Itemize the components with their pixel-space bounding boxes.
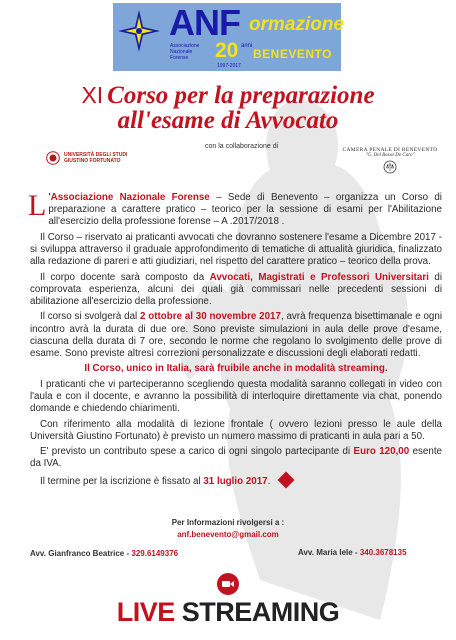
compass-star-icon xyxy=(117,9,161,53)
contact-email[interactable]: anf.benevento@gmail.com xyxy=(177,530,279,539)
logo-benevento: BENEVENTO xyxy=(253,47,332,61)
camera-penale-emblem-icon xyxy=(383,160,397,174)
video-camera-icon xyxy=(217,573,239,595)
course-title-line2: all'esame di Avvocato xyxy=(117,107,339,134)
contact-beatrice: Avv. Gianfranco Beatrice - 329.6149376 xyxy=(30,549,179,558)
university-name-line1: UNIVERSITÀ DEGLI STUDI xyxy=(64,152,128,158)
announcement-body xyxy=(28,189,443,491)
drop-cap: L xyxy=(28,189,47,222)
info-title: Per Informazioni rivolgersi a : xyxy=(171,518,285,527)
logo-years: 1997-2017 xyxy=(217,63,241,69)
paragraph-course-scope: Il Corso – riservato ai praticanti avvocati che dovranno sostenere l'esame a Dicembre 2017 - si sviluppa attraverso il graduale approfondimento di tematiche di attualità giuridica, finalizzato alla redazione di pareri e atti giudiziari, nel rispetto del carattere pratico – teorico della prova. xyxy=(30,231,442,268)
red-diamond-icon xyxy=(278,471,295,488)
paragraph-schedule: Il corso si svolgerà dal 2 ottobre al 30 novembre 2017, avrà frequenza bisettimanale e ogni incontro avrà la durata di due ore. Sono previste simulazioni in aula delle prove d'esame, ciascuna della durata di 7 ore, secondo le norme che regolano lo svolgimento delle prove di esame. Sono previste altresì correzioni personalizzate e discussioni degli elaborati redatti. xyxy=(30,311,442,359)
paragraph-intro: L 'Associazione Nazionale Forense – Sede di Benevento – organizza un Corso di preparazione a carattere pratico – teorico per la sessione di esami per l'Abilitazione all'esercizio della professione forense – A .2017/2018 . xyxy=(28,189,442,228)
course-number: XI xyxy=(81,82,104,108)
live-streaming-banner xyxy=(0,597,456,627)
course-title-line1: XI Corso per la preparazione xyxy=(81,82,375,109)
paragraph-deadline: Il termine per la iscrizione è fissato al 31 luglio 2017. xyxy=(30,474,442,488)
university-name-line2: GIUSTINO FORTUNATO xyxy=(64,158,121,164)
phone-beatrice[interactable]: 329.6149376 xyxy=(131,549,179,558)
camera-penale-name: CAMERA PENALE DI BENEVENTO xyxy=(342,147,438,153)
logo-formazione-text: ormazione xyxy=(249,14,345,35)
paragraph-streaming-details: I praticanti che vi parteciperanno scegliendo questa modalità saranno collegati in video con l'aula e con il docente, e avranno la possibilità di interloquire direttamente via chat, ponendo domande e chiedendo chiarimenti. xyxy=(30,378,442,415)
paragraph-streaming-highlight: Il Corso, unico in Italia, sarà fruibile anche in modalità streaming. xyxy=(84,363,388,375)
logo-assoc-text: Associazione Nazionale Forense xyxy=(170,43,200,61)
collaboration-label: con la collaborazione di xyxy=(205,143,279,150)
university-seal-icon xyxy=(46,151,60,165)
live-word: LIVE xyxy=(116,597,175,627)
camera-penale-dedication: "G. Del Basso De Caro" xyxy=(365,153,415,158)
paragraph-faculty: Il corpo docente sarà composto da Avvocati, Magistrati e Professori Universitari di comprovata esperienza, alcuni dei quali già commissari nelle precedenti sessioni di abilitazione all'esercizio della professione. xyxy=(30,271,443,307)
anf-formazione-logo xyxy=(113,2,345,71)
contact-iele: Avv. Maria Iele - 340.3678135 xyxy=(298,548,407,557)
logo-anni: anni xyxy=(241,43,253,49)
paragraph-fee: E' previsto un contributo spese a carico di ogni singolo partecipante di Euro 120,00 esente da IVA. xyxy=(30,446,442,470)
camera-penale-logo xyxy=(335,147,445,174)
logo-twenty: 20 xyxy=(215,39,239,62)
phone-iele[interactable]: 340.3678135 xyxy=(359,548,407,557)
logo-anf-text: ANF xyxy=(169,2,240,43)
streaming-word: STREAMING xyxy=(181,597,340,627)
paragraph-classroom: Con riferimento alla modalità di lezione frontale ( ovvero lezioni presso le aule della Università Giustino Fortunato) è previsto un numero massimo di praticanti in aula pari a 50. xyxy=(30,418,442,442)
